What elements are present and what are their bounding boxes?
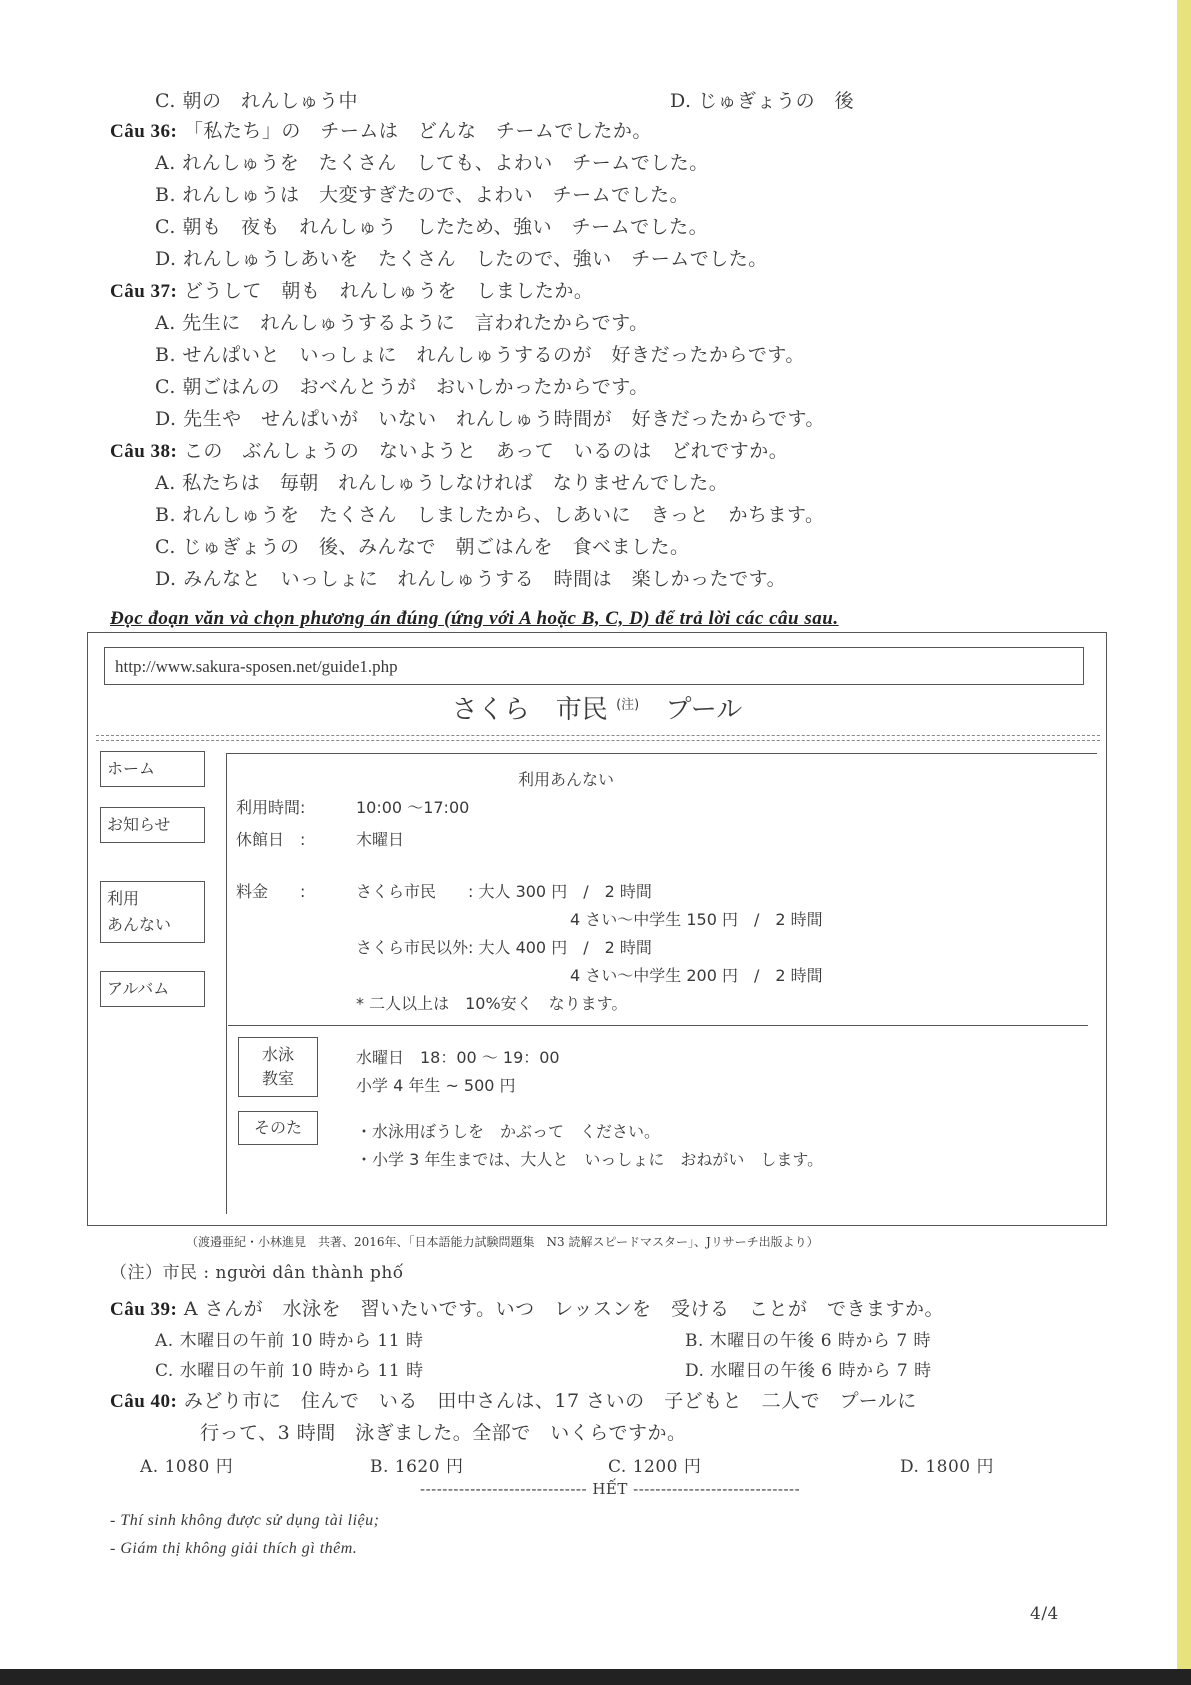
q36-option-d: D. れんしゅうしあいを たくさん したので、強い チームでした。 (155, 248, 768, 270)
question-40-cont: 行って、3 時間 泳ぎました。全部で いくらですか。 (200, 1422, 687, 1444)
question-38 (110, 436, 788, 463)
site-title-suffix: プール (665, 695, 743, 725)
question-text: みどり市に 住んで いる 田中さんは、17 さいの 子どもと 二人で プールに (183, 1390, 917, 1412)
closed-value: 木曜日 (356, 830, 405, 849)
footer-note: - Thí sinh không được sử dụng tài liệu; (110, 1512, 380, 1529)
vocab-note: （注）市民 : người dân thành phố (110, 1263, 404, 1283)
nav-home: ホーム (100, 751, 205, 787)
q36-option-c: C. 朝も 夜も れんしゅう したため、強い チームでした。 (155, 216, 709, 238)
question-37 (110, 276, 593, 303)
q37-option-a: A. 先生に れんしゅうするように 言われたからです。 (155, 312, 649, 334)
question-text: この ぶんしょうの ないようと あって いるのは どれですか。 (183, 440, 789, 462)
question-text: どうして 朝も れんしゅうを しましたか。 (183, 280, 594, 302)
q40-option-d: D. 1800 円 (900, 1457, 994, 1477)
content-divider (228, 1025, 1088, 1026)
q38-option-b: B. れんしゅうを たくさん しましたから、しあいに きっと かちます。 (155, 504, 825, 526)
swim-class-label: 水泳 教室 (238, 1037, 318, 1097)
question-number: Câu 37: (110, 281, 178, 302)
q38-option-c: C. じゅぎょうの 後、みんなで 朝ごはんを 食べました。 (155, 536, 690, 558)
other-rule: ・小学 3 年生までは、大人と いっしょに おねがい します。 (356, 1150, 824, 1169)
q37-option-c: C. 朝ごはんの おべんとうが おいしかったからです。 (155, 376, 649, 398)
website-mockup (87, 632, 1107, 1226)
q37-option-b: B. せんぱいと いっしょに れんしゅうするのが 好きだったからです。 (155, 344, 805, 366)
site-title-note: (注) (616, 697, 640, 713)
header-divider (96, 735, 1100, 741)
section-heading: Đọc đoạn văn và chọn phương án đúng (ứng với A hoặc B, C, D) để trả lời các câu sau. (110, 608, 839, 629)
fee-row: さくら市民以外: 大人 400 円 / 2 時間 (356, 938, 652, 957)
nav-album: アルバム (100, 971, 205, 1007)
question-number: Câu 40: (110, 1391, 178, 1412)
q38-option-d: D. みんなと いっしょに れんしゅうする 時間は 楽しかったです。 (155, 568, 787, 590)
q39-option-c: C. 水曜日の午前 10 時から 11 時 (155, 1361, 424, 1381)
url-bar: http://www.sakura-sposen.net/guide1.php (104, 647, 1084, 685)
page-number: 4/4 (1030, 1604, 1059, 1624)
question-40 (110, 1386, 917, 1413)
question-36 (110, 116, 652, 143)
fee-row: さくら市民 : 大人 300 円 / 2 時間 (356, 882, 652, 901)
question-text: A さんが 水泳を 習いたいです。いつ レッスンを 受ける ことが できますか。 (183, 1298, 944, 1320)
question-text: 「私たち」の チームは どんな チームでしたか。 (183, 120, 652, 142)
prev-option-c: C. 朝の れんしゅう中 (155, 90, 358, 112)
page-edge-right (1177, 0, 1191, 1685)
site-title-main: さくら 市民 (451, 695, 608, 725)
nav-news: お知らせ (100, 807, 205, 843)
nav-guide: 利用 あんない (100, 881, 205, 943)
other-label: そのた (238, 1111, 318, 1145)
page-edge-bottom (0, 1669, 1191, 1685)
q40-option-b: B. 1620 円 (370, 1457, 464, 1477)
hours-value: 10:00 ～17:00 (356, 798, 470, 817)
other-rule: ・水泳用ぼうしを かぶって ください。 (356, 1122, 661, 1141)
prev-option-d: D. じゅぎょうの 後 (670, 90, 855, 112)
q36-option-a: A. れんしゅうを たくさん しても、よわい チームでした。 (155, 152, 709, 174)
fee-label: 料金 : (236, 882, 306, 901)
q39-option-b: B. 木曜日の午後 6 時から 7 時 (685, 1331, 932, 1351)
source-citation: （渡邉亜紀・小林進見 共著、2016年、「日本語能力試験問題集 N3 読解スピードマスター」、Jリサーチ出版より） (186, 1235, 819, 1249)
fee-row: 4 さい～中学生 200 円 / 2 時間 (570, 966, 823, 985)
hours-label: 利用時間: (236, 798, 306, 817)
q38-option-a: A. 私たちは 毎朝 れんしゅうしなければ なりませんでした。 (155, 472, 729, 494)
q37-option-d: D. 先生や せんぱいが いない れんしゅう時間が 好きだったからです。 (155, 408, 825, 430)
question-number: Câu 36: (110, 121, 178, 142)
question-number: Câu 38: (110, 441, 178, 462)
guide-title: 利用あんない (518, 770, 615, 789)
q40-option-a: A. 1080 円 (140, 1457, 234, 1477)
footer-note: - Giám thị không giải thích gì thêm. (110, 1540, 358, 1557)
question-number: Câu 39: (110, 1299, 178, 1320)
end-mark: ------------------------------ HẾT ------------------------------ (420, 1480, 801, 1498)
fee-row: 4 さい～中学生 150 円 / 2 時間 (570, 910, 823, 929)
swim-class-fee: 小学 4 年生 ~ 500 円 (356, 1076, 516, 1095)
closed-label: 休館日 : (236, 830, 306, 849)
site-title (88, 689, 1106, 726)
question-39 (110, 1294, 944, 1321)
q39-option-a: A. 木曜日の午前 10 時から 11 時 (155, 1331, 424, 1351)
q40-option-c: C. 1200 円 (608, 1457, 702, 1477)
q39-option-d: D. 水曜日の午後 6 時から 7 時 (685, 1361, 932, 1381)
q36-option-b: B. れんしゅうは 大変すぎたので、よわい チームでした。 (155, 184, 690, 206)
fee-discount-note: * 二人以上は 10%安く なります。 (356, 994, 628, 1013)
swim-class-schedule: 水曜日 18：00 ～ 19：00 (356, 1048, 560, 1067)
